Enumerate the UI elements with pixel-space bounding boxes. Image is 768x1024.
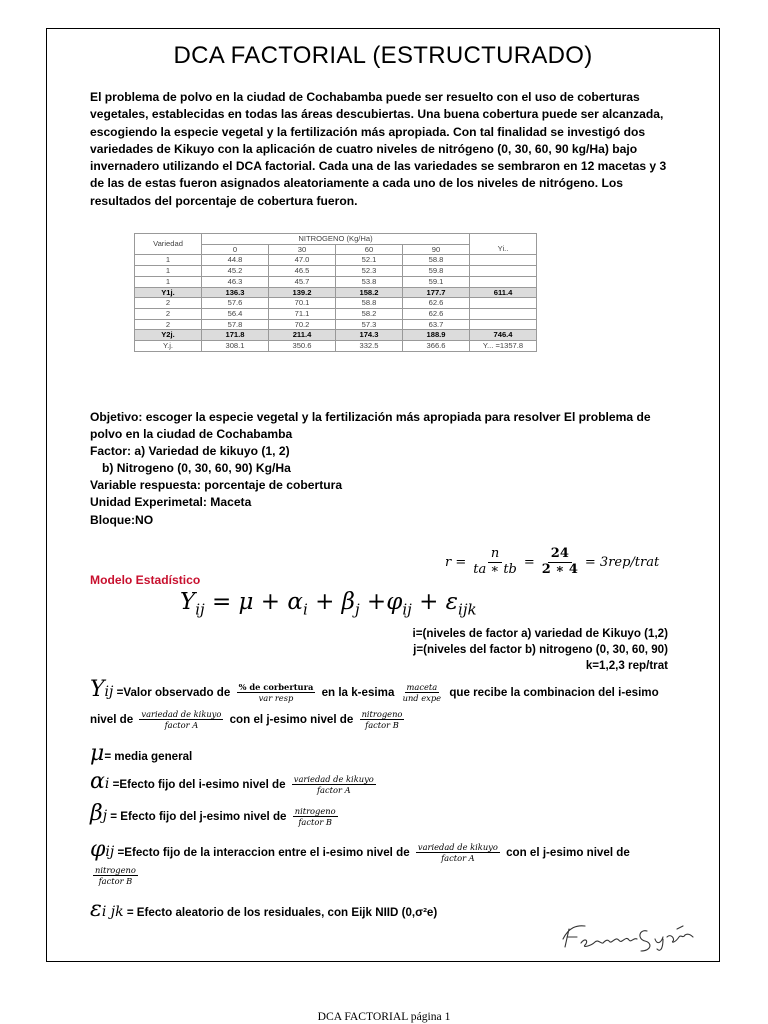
model-heading: Modelo Estadístico	[90, 573, 201, 587]
def-epsilon: εi jk = Efecto aleatorio de los residuales, con Eijk NIID (0,σ²e)	[90, 897, 438, 922]
table-header-total: Yi..	[470, 244, 537, 255]
signature	[555, 917, 705, 957]
index-i-line: i=(niveles de factor a) variedad de Kikuyo (1,2)	[412, 627, 668, 640]
table-row	[135, 319, 537, 330]
table-cell-value: 45.2	[202, 266, 269, 277]
experimental-unit-line: Unidad Experimetal: Maceta	[90, 495, 252, 510]
table-cell-label: 1	[135, 255, 202, 266]
table-cell-value: 53.8	[336, 276, 403, 287]
table-cell-value: 211.4	[269, 330, 336, 341]
def-mu: μ= media general	[90, 741, 193, 766]
table-row	[135, 287, 537, 298]
response-variable-line: Variable respuesta: porcentaje de cobertura	[90, 478, 343, 493]
table-cell-value: 47.0	[269, 255, 336, 266]
table-row	[135, 255, 537, 266]
table-row	[135, 276, 537, 287]
table-cell-total	[470, 255, 537, 266]
model-equation: $Y_{ij} = \mu + \alpha_i + \beta_j +\varphi_{ij} + \varepsilon_{ijk}$	[180, 589, 477, 619]
table-cell-value: 59.8	[403, 266, 470, 277]
intro-line: resultados del porcentaje de cobertura fueron.	[90, 193, 358, 208]
table-cell-value: 62.6	[403, 308, 470, 319]
index-k-line: k=1,2,3 rep/trat	[585, 659, 668, 672]
table-cell-total	[470, 276, 537, 287]
intro-line: vegetales, establecidas en todas las áreas descubiertas. Una buena cobertura puede ser alcanzada,	[90, 107, 664, 122]
table-row	[135, 308, 537, 319]
factor-a-line: Factor: a) Variedad de kikuyo (1, 2)	[90, 444, 290, 459]
table-cell-total	[470, 298, 537, 309]
table-cell-value: 350.6	[269, 341, 336, 352]
table-row	[135, 266, 537, 277]
table-cell-value: 57.3	[336, 319, 403, 330]
table-cell-total: Y... =1357.8	[470, 341, 537, 352]
table-cell-total	[470, 266, 537, 277]
table-header-level: 0	[202, 244, 269, 255]
table-cell-value: 46.5	[269, 266, 336, 277]
block-line: Bloque:NO	[90, 512, 154, 527]
table-cell-value: 52.1	[336, 255, 403, 266]
table-cell-value: 71.1	[269, 308, 336, 319]
table-cell-value: 46.3	[202, 276, 269, 287]
table-cell-value: 332.5	[336, 341, 403, 352]
table-cell-value: 308.1	[202, 341, 269, 352]
objective-section	[90, 409, 690, 529]
table-header-variedad: Variedad	[135, 234, 202, 255]
table-header-row	[135, 234, 537, 245]
table-cell-label: 2	[135, 308, 202, 319]
table-cell-value: 45.7	[269, 276, 336, 287]
table-cell-value: 70.2	[269, 319, 336, 330]
table-cell-value: 63.7	[403, 319, 470, 330]
def-y: Yij =Valor observado de $\frac{\text{\% de corbertura}}{\text{var resp}}$ en la k-esima $\frac{\text{maceta}}{\text{und expe}}$ que recibe la combinacion del i-esimo	[90, 677, 659, 704]
table-cell-label: 1	[135, 266, 202, 277]
table-cell-value: 174.3	[336, 330, 403, 341]
table-header-nitrogeno: NITROGENO (Kg/Ha)	[202, 234, 470, 245]
table-cell-total: 746.4	[470, 330, 537, 341]
table-row	[135, 330, 537, 341]
data-table	[134, 233, 537, 352]
table-cell-total: 611.4	[470, 287, 537, 298]
table-cell-value: 366.6	[403, 341, 470, 352]
table-header-level: 90	[403, 244, 470, 255]
table-cell-value: 52.3	[336, 266, 403, 277]
intro-line: variedades de Kikuyo con la aplicación de cuatro niveles de nitrógeno (0, 30, 60, 90 kg/Ha) bajo	[90, 141, 638, 156]
table-cell-value: 58.8	[403, 255, 470, 266]
table-cell-label: 1	[135, 276, 202, 287]
table-cell-value: 57.6	[202, 298, 269, 309]
def-y-cont: nivel de $\frac{\text{variedad de kikuyo}}{\text{factor A}}$ con el j-esimo nivel de $\frac{\text{nitrogeno}}{\text{factor B}}$	[90, 709, 403, 731]
table-header-level: 60	[336, 244, 403, 255]
table-cell-value: 139.2	[269, 287, 336, 298]
table-cell-value: 188.9	[403, 330, 470, 341]
objective-line: Objetivo: escoger la especie vegetal y la fertilización más apropiada para resolver El problema de	[90, 410, 651, 424]
page-title: DCA FACTORIAL (ESTRUCTURADO)	[173, 42, 593, 69]
table-cell-value: 57.8	[202, 319, 269, 330]
factor-b-line: b) Nitrogeno (0, 30, 60, 90) Kg/Ha	[102, 461, 291, 476]
table-cell-value: 58.2	[336, 308, 403, 319]
fraction: $\frac{n}{ta ∗ tb}$	[473, 546, 517, 577]
table-cell-label: 2	[135, 298, 202, 309]
table-row	[135, 298, 537, 309]
table-cell-value: 58.8	[336, 298, 403, 309]
page-footer: DCA FACTORIAL página 1	[317, 1010, 451, 1023]
table-cell-label: 2	[135, 319, 202, 330]
objective-line: polvo en la ciudad de Cochabamba	[90, 427, 293, 442]
replication-equation: r = $\frac{n}{ta ∗ tb}$ = $\frac{24}{2 ∗ 4}$ = 3rep/trat	[445, 546, 660, 577]
table-cell-value: 62.6	[403, 298, 470, 309]
table-cell-label: Y.j.	[135, 341, 202, 352]
page-frame	[46, 28, 720, 962]
table-cell-value: 177.7	[403, 287, 470, 298]
index-j-line: j=(niveles del factor b) nitrogeno (0, 30, 60, 90)	[413, 643, 668, 656]
intro-line: El problema de polvo en la ciudad de Cochabamba puede ser resuelto con el uso de coberturas	[90, 90, 640, 104]
table-header-level: 30	[269, 244, 336, 255]
table-cell-label: Y1j.	[135, 287, 202, 298]
table-cell-label: Y2j.	[135, 330, 202, 341]
intro-line: de las de estas fueron asignados aleatoriamente a cada uno de los niveles de nitrógeno. Los	[90, 176, 623, 191]
table-cell-total	[470, 319, 537, 330]
intro-paragraph	[90, 89, 680, 210]
table-cell-value: 158.2	[336, 287, 403, 298]
table-cell-value: 171.8	[202, 330, 269, 341]
table-cell-value: 70.1	[269, 298, 336, 309]
def-beta: βj = Efecto fijo del j-esimo nivel de $\frac{\text{nitrogeno}}{\text{factor B}}$	[90, 801, 336, 828]
intro-line: escogiendo la especie vegetal y la fertilización más apropiada. Con tal finalidad se investigó dos	[90, 124, 646, 139]
table-cell-value: 59.1	[403, 276, 470, 287]
def-phi-cont: $\frac{\text{nitrogeno}}{\text{factor B}}$	[95, 865, 136, 887]
table-cell-value: 136.3	[202, 287, 269, 298]
def-alpha: αi =Efecto fijo del i-esimo nivel de $\frac{\text{variedad de kikuyo}}{\text{factor A}}$	[90, 769, 374, 796]
def-phi: φij =Efecto fijo de la interaccion entre el i-esimo nivel de $\frac{\text{variedad de kikuyo}}{\text{factor A}}$ con el j-esimo nivel de	[90, 837, 630, 864]
fraction: $\frac{24}{2 ∗ 4}$	[541, 546, 578, 577]
intro-line: invernadero utilizando el DCA factorial. Cada una de las variedades se sembraron en 12 macetas y 3	[90, 159, 667, 174]
table-row	[135, 341, 537, 352]
table-cell-total	[470, 308, 537, 319]
table-cell-value: 44.8	[202, 255, 269, 266]
table-cell-value: 56.4	[202, 308, 269, 319]
